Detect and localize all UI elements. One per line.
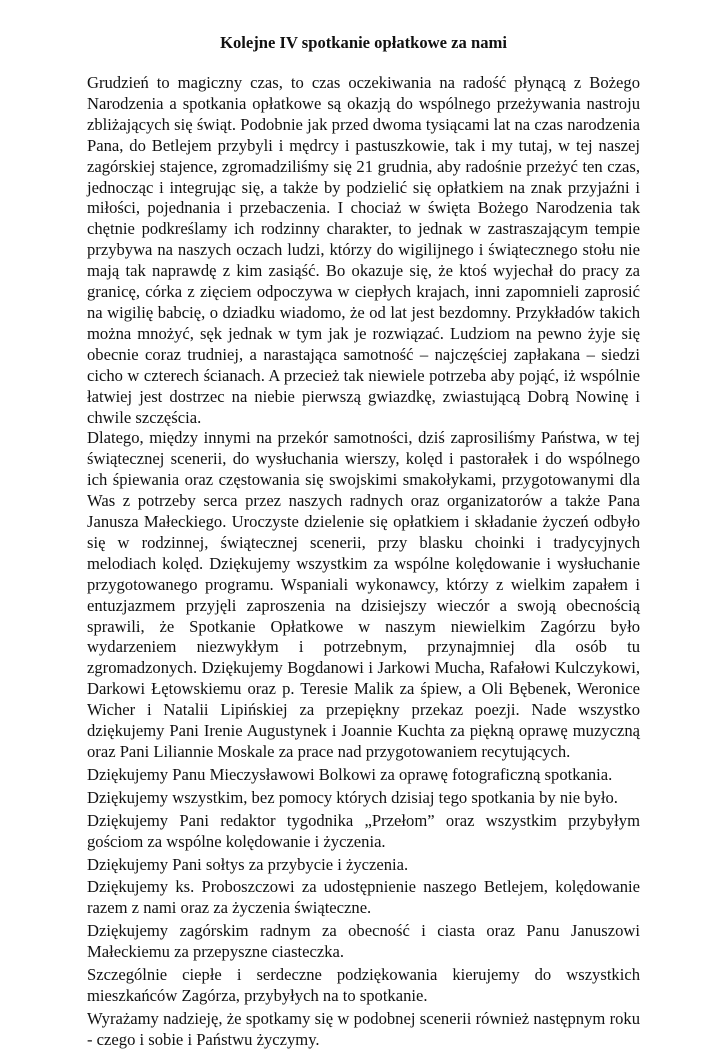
paragraph-thanks-photographer: Dziękujemy Panu Mieczysławowi Bolkowi za oprawę fotograficzną spotkania. [87, 764, 613, 784]
paragraph-invitation: Dlatego, między innymi na przekór samotności, dziś zaprosiliśmy Państwa, w tej świątecznej scenerii, do wysłuchania wierszy, kolęd i pastorałek i do wspólnego ich śpiewania oraz częstowania się swojskimi smakołykami, przygotowanymi dla Was z potrzeby serca przez naszych radnych oraz organizatorów a także Pana Janusza Małeckiego. Uroczyste dzielenie się opłatkiem i składanie życzeń odbyło się w rodzinnej, świątecznej scenerii, przy blasku choinki i tradycyjnych melodiach kolęd. Dziękujemy wszystkim za wspólne kolędowanie i wysłuchanie przygotowanego programu. Wspaniali wykonawcy, którzy z wielkim zapałem i entuzjazmem przyjęli zaproszenia na dzisiejszy wieczór a swoją obecnością sprawili, że Spotkanie Opłatkowe w naszym niewielkim Zagórzu było wydarzeniem niezwykłym i potrzebnym, przynajmniej dla osób tu zgromadzonych. Dziękujemy Bogdanowi i Jarkowi Mucha, Rafałowi Kulczykowi, Darkowi Łętowskiemu oraz p. Teresie Malik za śpiew, a Oli Bębenek, Weronice Wicher i Natalii Lipińskiej za przepiękny przekaz poezji. Nade wszystko dziękujemy Pani Irenie Augustynek i Joannie Kuchta za piękną oprawę muzyczną oraz Pani Liliannie Moskale za prace nad przygotowaniem recytujących. [87, 428, 640, 761]
paragraph-closing-wish: Wyrażamy nadzieję, że spotkamy się w podobnej scenerii również następnym roku - czego i sobie i Państwu życzymy. [87, 1008, 640, 1049]
paragraph-thanks-helpers: Dziękujemy wszystkim, bez pomocy których dzisiaj tego spotkania by nie było. [87, 787, 618, 807]
document-page [87, 32, 640, 1051]
paragraph-thanks-councillors: Dziękujemy zagórskim radnym za obecność i ciasta oraz Panu Januszowi Małeckiemu za przepyszne ciasteczka. [87, 921, 640, 962]
paragraph-intro: Grudzień to magiczny czas, to czas oczekiwania na radość płynącą z Bożego Narodzenia a spotkania opłatkowe są okazją do wspólnego przeżywania nastroju zbliżających się świąt. Podobnie jak przed dwoma tysiącami lat na czas narodzenia Pana, do Betlejem przybyli i mędrcy i pastuszkowie, tak i my tutaj, w tej naszej zagórskiej stajence, zgromadziliśmy się 21 grudnia, aby radośnie przeżyć ten czas, jednocząc i integrując się, a także by podzielić się opłatkiem na znak przyjaźni i miłości, pojednania i przebaczenia. I chociaż w święta Bożego Narodzenia tak chętnie podkreślamy ich rodzinny charakter, to jednak w zastraszającym tempie przybywa na naszych oczach ludzi, którzy do wigilijnego i świątecznego stołu nie mają tak naprawdę z kim zasiąść. Bo okazuje się, że ktoś wyjechał do pracy za granicę, córka z zięciem odpoczywa w ciepłych krajach, inni zapomnieli zaprosić na wigilię babcię, o dziadku wiadomo, że od lat jest bezdomny. Przykładów takich można mnożyć, sęk jednak w tym jak je rozwiązać. Ludziom na pewno żyje się obecnie coraz trudniej, a narastająca samotność – najczęściej zapłakana – siedzi cicho w czterech ścianach. A przecież tak niewiele potrzeba aby pojąć, iż wspólnie łatwiej jest dostrzec na niebie pierwszą gwiazdkę, zwiastującą Dobrą Nowinę i chwile szczęścia. [87, 73, 640, 427]
paragraph-thanks-soltys: Dziękujemy Pani sołtys za przybycie i życzenia. [87, 854, 409, 874]
paragraph-thanks-editor: Dziękujemy Pani redaktor tygodnika „Przełom” oraz wszystkim przybyłym gościom za wspólne kolędowanie i życzenia. [87, 810, 640, 851]
paragraph-thanks-residents: Szczególnie ciepłe i serdeczne podziękowania kierujemy do wszystkich mieszkańców Zagórza, przybyłych na to spotkanie. [87, 965, 640, 1005]
document-title: Kolejne IV spotkanie opłatkowe za nami [220, 33, 507, 52]
paragraph-thanks-priest: Dziękujemy ks. Proboszczowi za udostępnienie naszego Betlejem, kolędowanie razem z nami oraz za życzenia świąteczne. [87, 877, 640, 918]
